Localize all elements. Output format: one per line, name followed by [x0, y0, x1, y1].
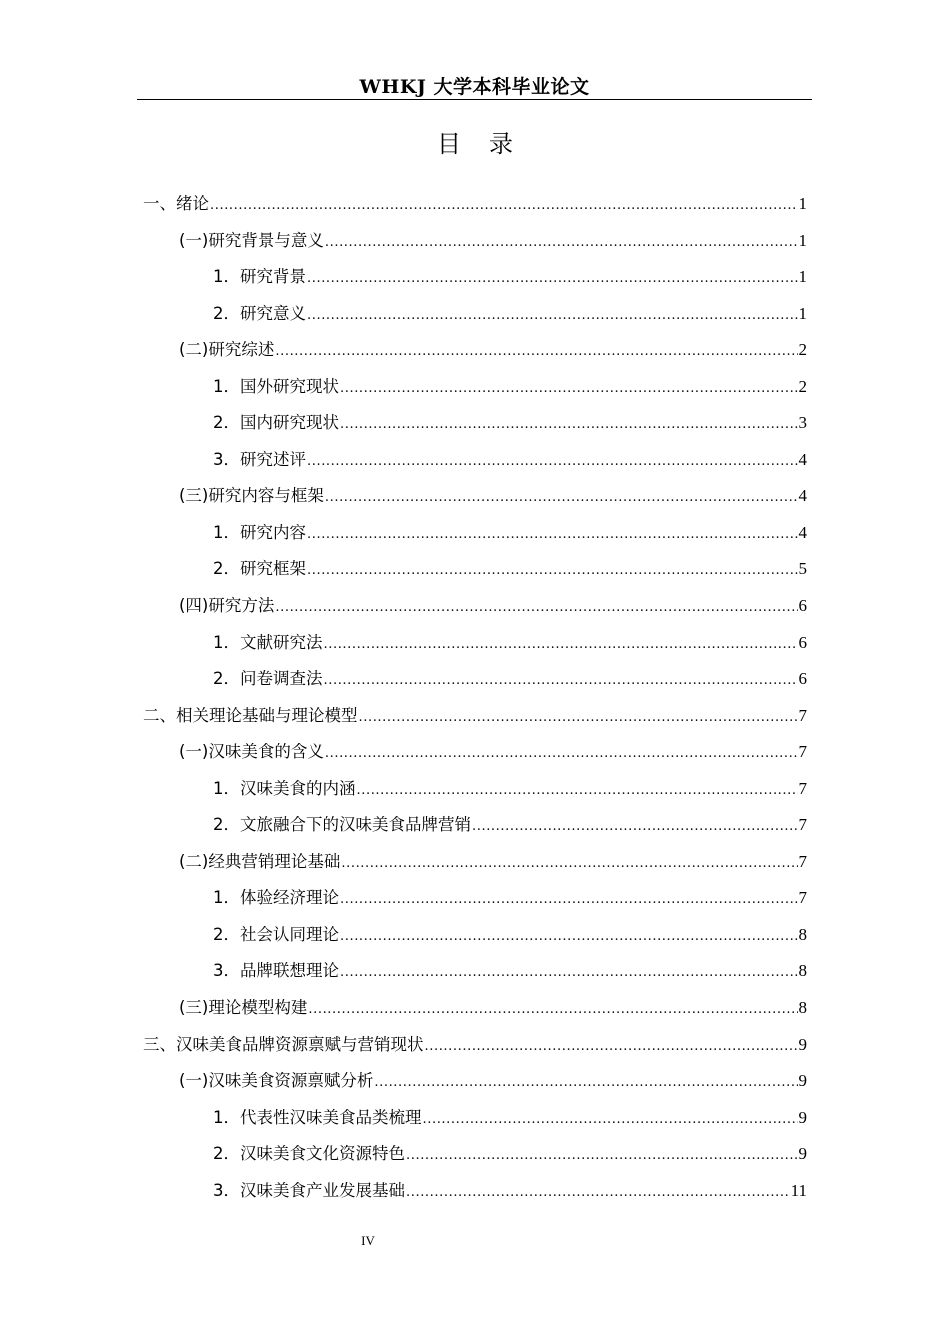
- toc-dot-leader: [307, 444, 798, 481]
- toc-entry-label: 2．文旅融合下的汉味美食品牌营销: [213, 815, 471, 835]
- toc-entry-page: 4: [798, 522, 807, 542]
- toc-entry-label: 2．研究意义: [213, 303, 306, 323]
- toc-entry-label: 1．研究内容: [213, 522, 306, 542]
- toc-dot-leader: [340, 882, 798, 919]
- toc-entry[interactable]: [143, 625, 807, 662]
- toc-entry[interactable]: [143, 223, 807, 260]
- toc-entry-page: 7: [798, 851, 807, 871]
- toc-dot-leader: [425, 1029, 798, 1066]
- toc-entry[interactable]: [143, 259, 807, 296]
- toc-entry[interactable]: [143, 186, 807, 223]
- toc-entry-label: (四)研究方法: [179, 596, 275, 616]
- toc-dot-leader: [406, 1175, 790, 1212]
- toc-entry[interactable]: [143, 405, 807, 442]
- toc-entry-page: 9: [798, 1144, 807, 1164]
- toc-entry-label: (一)汉味美食资源禀赋分析: [179, 1071, 374, 1091]
- toc-dot-leader: [357, 773, 798, 810]
- toc-dot-leader: [341, 846, 797, 883]
- toc-dot-leader: [374, 1065, 797, 1102]
- toc-entry[interactable]: [143, 1173, 807, 1210]
- page-title: 目录: [437, 130, 541, 158]
- toc-entry[interactable]: [143, 515, 807, 552]
- toc-entry[interactable]: [143, 332, 807, 369]
- toc-entry-label: 3．汉味美食产业发展基础: [213, 1180, 405, 1200]
- toc-dot-leader: [210, 188, 798, 225]
- toc-dot-leader: [324, 663, 798, 700]
- toc-dot-leader: [472, 809, 798, 846]
- toc-entry[interactable]: [143, 588, 807, 625]
- toc-entry-page: 5: [798, 559, 807, 579]
- toc-dot-leader: [325, 736, 798, 773]
- toc-entry-page: 6: [798, 669, 807, 689]
- toc-dot-leader: [325, 225, 798, 262]
- toc-entry[interactable]: [143, 807, 807, 844]
- toc-entry-label: 1．代表性汉味美食品类梳理: [213, 1107, 422, 1127]
- toc-entry[interactable]: [143, 844, 807, 881]
- toc-entry-label: 1．汉味美食的内涵: [213, 778, 356, 798]
- toc-entry-page: 2: [798, 376, 807, 396]
- toc-entry[interactable]: [143, 442, 807, 479]
- toc-entry-page: 9: [798, 1107, 807, 1127]
- toc-dot-leader: [359, 700, 798, 737]
- toc-entry-page: 1: [798, 194, 807, 213]
- toc-entry-page: 6: [798, 596, 807, 616]
- toc-dot-leader: [340, 371, 798, 408]
- toc-entry-label: 2．问卷调查法: [213, 669, 323, 689]
- toc-entry-page: 11: [790, 1180, 807, 1200]
- toc-entry-label: (二)研究综述: [179, 340, 275, 360]
- toc-entry-page: 2: [798, 340, 807, 360]
- toc-entry[interactable]: [143, 1100, 807, 1137]
- toc-entry-page: 6: [798, 632, 807, 652]
- toc-entry-label: 2．汉味美食文化资源特色: [213, 1144, 405, 1164]
- toc-entry-page: 7: [798, 778, 807, 798]
- toc-entry-label: 一、绪论: [143, 194, 209, 213]
- toc-entry[interactable]: [143, 296, 807, 333]
- toc-entry-page: 1: [798, 230, 807, 250]
- toc-entry-page: 7: [798, 705, 807, 725]
- toc-entry-label: 1．文献研究法: [213, 632, 323, 652]
- toc-entry[interactable]: [143, 369, 807, 406]
- toc-entry[interactable]: [143, 1027, 807, 1064]
- toc-entry[interactable]: [143, 661, 807, 698]
- toc-entry-label: (三)理论模型构建: [179, 998, 308, 1018]
- toc-entry-label: 3．研究述评: [213, 449, 306, 469]
- toc-entry-page: 8: [798, 998, 807, 1018]
- toc-dot-leader: [307, 517, 798, 554]
- table-of-contents: [143, 186, 807, 1209]
- toc-dot-leader: [324, 627, 798, 664]
- toc-entry-label: 三、汉味美食品牌资源禀赋与营销现状: [143, 1034, 424, 1054]
- toc-dot-leader: [340, 955, 798, 992]
- toc-entry[interactable]: [143, 771, 807, 808]
- page-number: IV: [361, 1233, 375, 1248]
- toc-entry-label: (二)经典营销理论基础: [179, 851, 341, 871]
- toc-entry[interactable]: [143, 990, 807, 1027]
- toc-entry-label: 2．研究框架: [213, 559, 306, 579]
- toc-dot-leader: [406, 1138, 798, 1175]
- toc-entry-label: (一)研究背景与意义: [179, 230, 324, 250]
- toc-entry-page: 7: [798, 888, 807, 908]
- toc-entry[interactable]: [143, 917, 807, 954]
- toc-entry[interactable]: [143, 734, 807, 771]
- toc-dot-leader: [307, 298, 798, 335]
- toc-entry-page: 4: [798, 486, 807, 506]
- toc-entry[interactable]: [143, 478, 807, 515]
- running-header: WHKJ 大学本科毕业论文: [359, 76, 590, 98]
- toc-dot-leader: [307, 553, 798, 590]
- toc-entry-page: 4: [798, 449, 807, 469]
- toc-dot-leader: [307, 261, 798, 298]
- toc-entry[interactable]: [143, 880, 807, 917]
- toc-dot-leader: [275, 590, 797, 627]
- toc-entry-page: 8: [798, 924, 807, 944]
- toc-dot-leader: [308, 992, 797, 1029]
- toc-dot-leader: [423, 1102, 798, 1139]
- toc-entry[interactable]: [143, 698, 807, 735]
- toc-entry[interactable]: [143, 1136, 807, 1173]
- toc-dot-leader: [275, 334, 797, 371]
- toc-dot-leader: [325, 480, 798, 517]
- toc-entry-label: 1．研究背景: [213, 267, 306, 287]
- toc-dot-leader: [340, 919, 798, 956]
- toc-entry[interactable]: [143, 1063, 807, 1100]
- toc-entry-page: 3: [798, 413, 807, 433]
- toc-entry[interactable]: [143, 551, 807, 588]
- toc-entry-label: 3．品牌联想理论: [213, 961, 339, 981]
- toc-entry-page: 1: [798, 303, 807, 323]
- toc-entry-label: 1．国外研究现状: [213, 376, 339, 396]
- toc-entry[interactable]: [143, 953, 807, 990]
- toc-entry-label: 2．社会认同理论: [213, 924, 339, 944]
- header-rule: [137, 99, 812, 100]
- toc-entry-label: 2．国内研究现状: [213, 413, 339, 433]
- toc-entry-page: 7: [798, 815, 807, 835]
- toc-entry-page: 9: [798, 1034, 807, 1054]
- toc-entry-label: (一)汉味美食的含义: [179, 742, 324, 762]
- toc-entry-label: (三)研究内容与框架: [179, 486, 324, 506]
- toc-entry-label: 1．体验经济理论: [213, 888, 339, 908]
- toc-entry-page: 1: [798, 267, 807, 287]
- toc-entry-page: 8: [798, 961, 807, 981]
- toc-dot-leader: [340, 407, 798, 444]
- toc-entry-page: 9: [798, 1071, 807, 1091]
- toc-entry-page: 7: [798, 742, 807, 762]
- toc-entry-label: 二、相关理论基础与理论模型: [143, 705, 358, 725]
